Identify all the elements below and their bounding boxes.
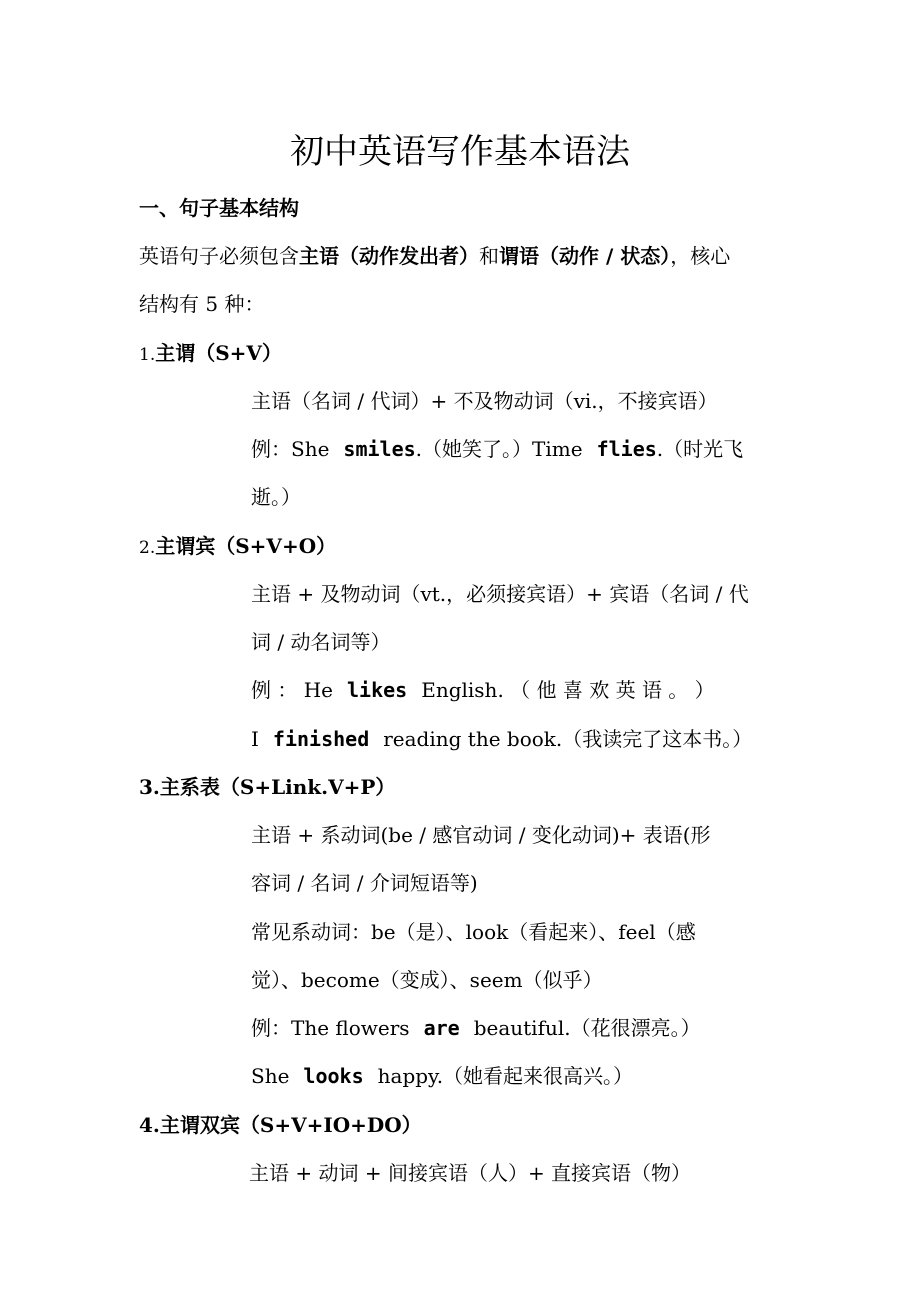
subsection-number: 2. [139, 538, 156, 558]
example-keyword: smiles [343, 437, 416, 461]
example-text: She [251, 1064, 290, 1088]
subsection-heading-sv [139, 338, 282, 370]
linking-verbs-line-2: 觉）、become（变成）、seem（似乎） [251, 968, 603, 992]
example-keyword: finished [272, 727, 370, 751]
intro-and: 和 [479, 244, 499, 268]
intro-predicate: 谓语（动作 / 状态） [499, 244, 671, 268]
example-keyword: flies [596, 437, 657, 461]
example-text: .（时光飞 [656, 437, 744, 461]
subsection-title: 主谓宾（S+V+O） [155, 534, 337, 558]
intro-text-tail: ，核心 [670, 244, 731, 268]
example-text: happy.（她看起来很高兴。） [377, 1064, 634, 1088]
rule-svo-line-2: 词 / 动名词等） [251, 630, 391, 654]
example-text: reading the book.（我读完了这本书。） [383, 727, 753, 751]
subsection-number: 1. [139, 345, 156, 365]
rule-svo: 主语 + 及物动词（vt.，必须接宾语）+ 宾语（名词 / 代 [251, 582, 749, 606]
rule-svoo: 主语 + 动词 + 间接宾语（人）+ 直接宾语（物） [249, 1161, 692, 1185]
subsection-title: 主谓（S+V） [155, 341, 282, 365]
example-text: English. （ 他 喜 欢 英 语 。 ） [421, 678, 715, 702]
intro-text: 英语句子必须包含 [139, 244, 299, 268]
rule-svp: 主语 + 系动词(be / 感官动词 / 变化动词)+ 表语(形 [251, 823, 711, 847]
rule-svp-line-2: 容词 / 名词 / 介词短语等) [251, 871, 478, 895]
section-heading: 一、句子基本结构 [139, 196, 299, 220]
subsection-heading-svoo: 4.主谓双宾（S+V+IO+DO） [139, 1113, 422, 1137]
example-svo-2 [251, 724, 752, 754]
example-text: I [251, 727, 259, 751]
example-keyword: looks [303, 1064, 364, 1088]
example-keyword: likes [347, 678, 408, 702]
linking-verbs: 常见系动词：be（是）、look（看起来）、feel（感 [251, 920, 696, 944]
example-sv-line-2: 逝。） [251, 485, 301, 509]
example-text: 例 ： He [251, 678, 333, 702]
example-keyword: are [423, 1016, 460, 1040]
intro-line-2: 结构有 5 种： [139, 292, 265, 316]
example-sv [251, 434, 743, 464]
example-svp-2 [251, 1061, 633, 1091]
subsection-heading-svo [139, 531, 336, 563]
example-text: .（她笑了。）Time [415, 437, 583, 461]
intro-paragraph [139, 241, 730, 271]
intro-subject: 主语（动作发出者） [299, 244, 479, 268]
page-title: 初中英语写作基本语法 [290, 132, 630, 172]
rule-sv: 主语（名词 / 代词）+ 不及物动词（vi.，不接宾语） [251, 389, 718, 413]
example-svp-1 [251, 1013, 701, 1043]
example-svo-1 [251, 675, 715, 705]
example-text: 例：She [251, 437, 330, 461]
example-text: beautiful.（花很漂亮。） [473, 1016, 701, 1040]
example-text: 例：The flowers [251, 1016, 410, 1040]
subsection-heading-svp: 3.主系表（S+Link.V+P） [139, 775, 396, 799]
